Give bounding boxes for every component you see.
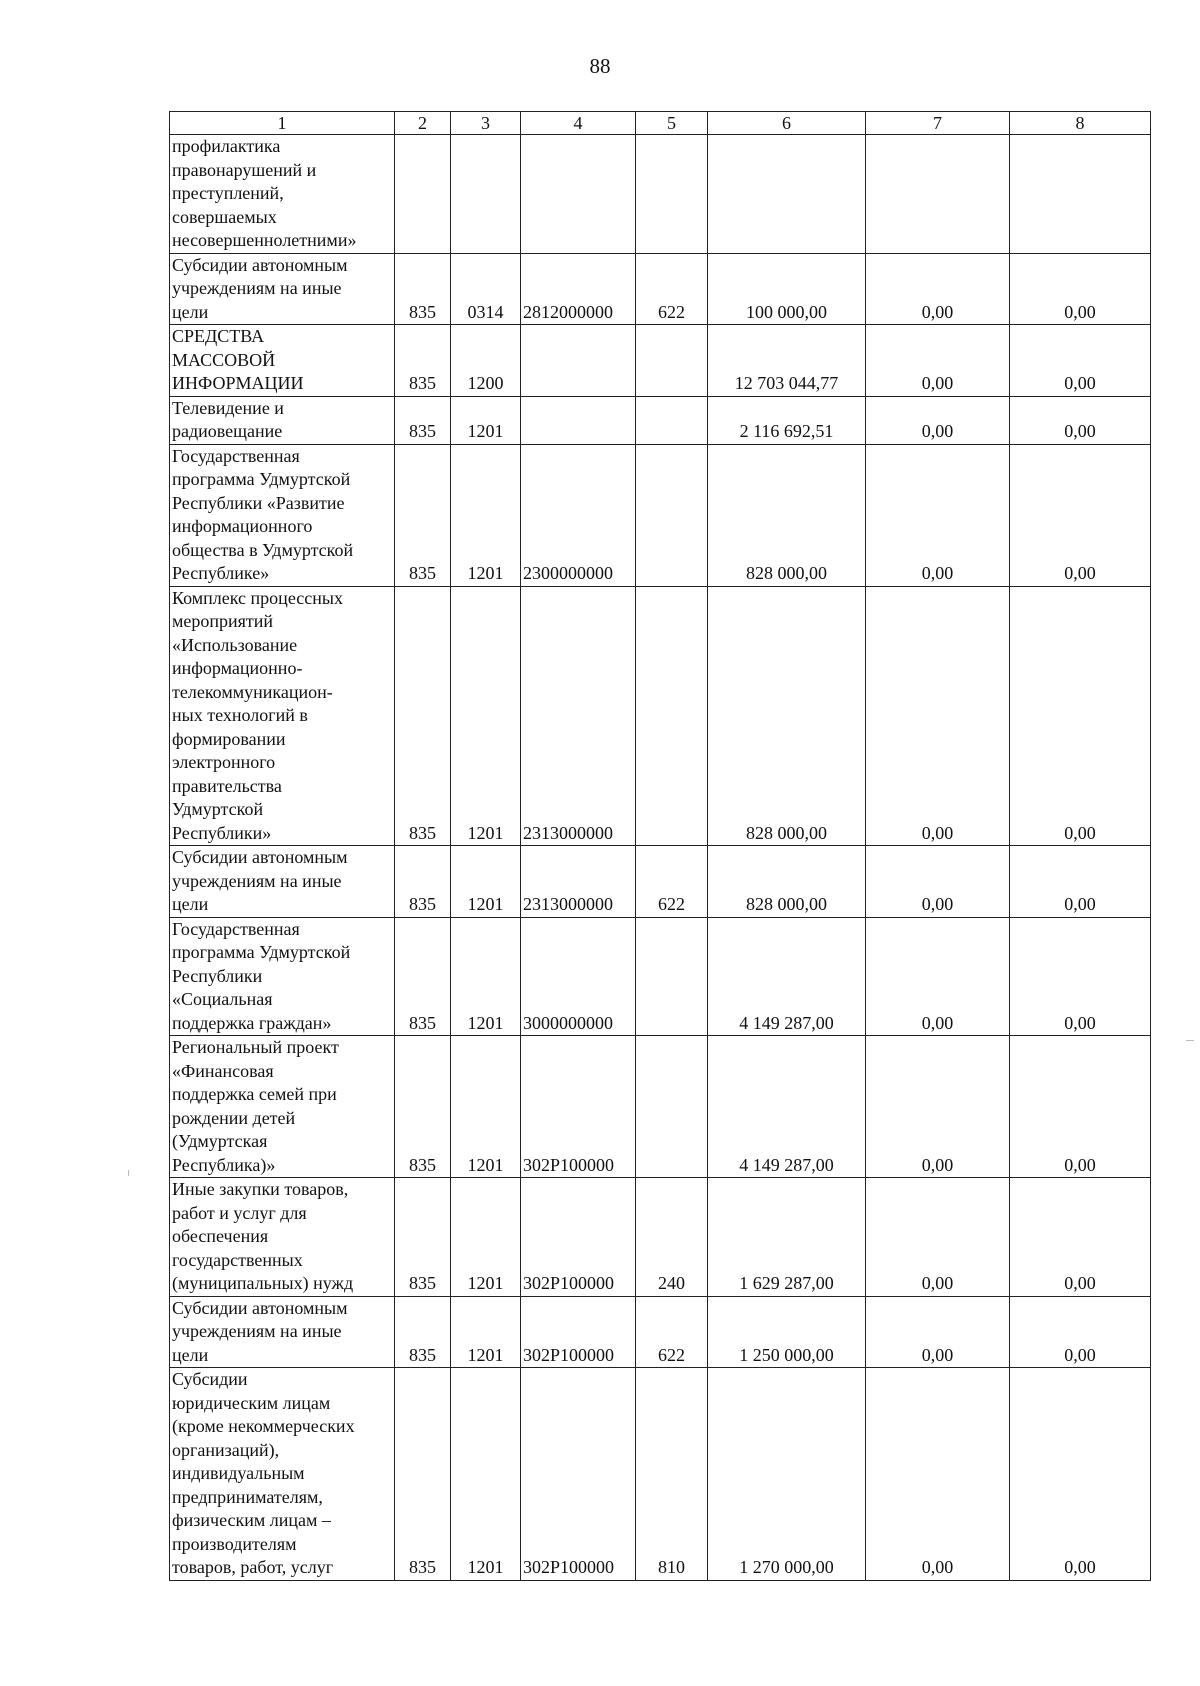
description-line: рождении детей (172, 1107, 296, 1128)
description-line: Субсидии автономным (172, 1297, 348, 1318)
cell-col-3: 1201 (451, 917, 521, 1036)
description-line: учреждениям на иные (172, 1321, 342, 1341)
description-line: «Социальная (172, 989, 273, 1009)
description-line: СРЕДСТВА (172, 326, 265, 346)
column-header-5: 5 (636, 112, 708, 135)
cell-col-6: 828 000,00 (708, 586, 866, 846)
cell-col-4: 2812000000 (521, 253, 636, 325)
row-description (170, 135, 395, 254)
page-number: 88 (589, 54, 611, 78)
description-line: государственных (172, 1249, 303, 1270)
column-header-6: 6 (708, 112, 866, 135)
cell-col-6: 1 270 000,00 (708, 1368, 866, 1581)
scan-mark (1186, 1040, 1194, 1041)
cell-col-2: 835 (395, 1178, 451, 1297)
cell-col-7 (866, 135, 1010, 254)
column-header-1: 1 (170, 112, 395, 135)
description-line: несовершеннолетними» (172, 230, 357, 250)
description-line: программа Удмуртской (172, 469, 351, 489)
cell-col-8: 0,00 (1010, 917, 1151, 1036)
table-row (170, 1296, 1151, 1368)
description-line: учреждениям на иные (172, 870, 342, 891)
row-description (170, 444, 395, 586)
cell-col-3: 1201 (451, 586, 521, 846)
row-description (170, 253, 395, 325)
description-line: поддержка семей при (172, 1084, 337, 1104)
row-description (170, 1368, 395, 1581)
cell-col-7: 0,00 (866, 396, 1010, 444)
description-line: цели (172, 301, 209, 322)
cell-col-3: 1200 (451, 325, 521, 397)
description-line: профилактика (172, 136, 281, 156)
description-line: общества в Удмуртской (172, 539, 354, 560)
description-line: (муниципальных) нужд (172, 1273, 354, 1293)
description-line: Региональный проект (172, 1037, 339, 1057)
description-line: (Удмуртская (172, 1131, 268, 1151)
cell-col-2: 835 (395, 1036, 451, 1178)
cell-col-2: 835 (395, 917, 451, 1036)
cell-col-7: 0,00 (866, 846, 1010, 918)
description-line: учреждениям на иные (172, 278, 342, 298)
cell-col-5 (636, 135, 708, 254)
cell-col-4: 2313000000 (521, 586, 636, 846)
table-row (170, 1178, 1151, 1297)
table-row (170, 396, 1151, 444)
cell-col-3: 1201 (451, 1368, 521, 1581)
description-line: Субсидии автономным (172, 847, 348, 867)
description-line: Республика)» (172, 1154, 276, 1175)
description-line: формировании (172, 728, 286, 749)
table-row (170, 1368, 1151, 1581)
column-header-2: 2 (395, 112, 451, 135)
cell-col-6: 1 250 000,00 (708, 1296, 866, 1368)
description-line: Государственная (172, 918, 300, 939)
cell-col-7: 0,00 (866, 917, 1010, 1036)
cell-col-7: 0,00 (866, 325, 1010, 397)
column-header-4: 4 (521, 112, 636, 135)
cell-col-5 (636, 586, 708, 846)
table-row (170, 586, 1151, 846)
column-header-8: 8 (1010, 112, 1151, 135)
description-line: Субсидии автономным (172, 254, 348, 275)
cell-col-5 (636, 917, 708, 1036)
row-description (170, 1296, 395, 1368)
cell-col-7: 0,00 (866, 1296, 1010, 1368)
description-line: программа Удмуртской (172, 942, 351, 962)
cell-col-8: 0,00 (1010, 1368, 1151, 1581)
cell-col-6: 12 703 044,77 (708, 325, 866, 397)
description-line: товаров, работ, услуг (172, 1557, 334, 1577)
cell-col-5: 810 (636, 1368, 708, 1581)
cell-col-6: 4 149 287,00 (708, 1036, 866, 1178)
cell-col-3: 1201 (451, 1036, 521, 1178)
row-description (170, 396, 395, 444)
description-line: Иные закупки товаров, (172, 1179, 349, 1199)
scan-mark (128, 1170, 129, 1176)
description-line: Республике» (172, 563, 270, 583)
table-row (170, 1036, 1151, 1178)
cell-col-8: 0,00 (1010, 586, 1151, 846)
cell-col-7: 0,00 (866, 586, 1010, 846)
cell-col-2: 835 (395, 1368, 451, 1581)
cell-col-4: 2300000000 (521, 444, 636, 586)
description-line: информационного (172, 516, 313, 536)
table-row (170, 253, 1151, 325)
cell-col-8: 0,00 (1010, 253, 1151, 325)
description-line: совершаемых (172, 206, 277, 227)
cell-col-5: 240 (636, 1178, 708, 1297)
cell-col-3: 1201 (451, 846, 521, 918)
cell-col-4 (521, 135, 636, 254)
description-line: производителям (172, 1533, 297, 1554)
description-line: МАССОВОЙ (172, 349, 276, 370)
description-line: юридическим лицам (172, 1392, 331, 1413)
description-line: электронного (172, 752, 276, 772)
cell-col-6: 4 149 287,00 (708, 917, 866, 1036)
cell-col-3: 0314 (451, 253, 521, 325)
cell-col-5 (636, 396, 708, 444)
description-line: информационно- (172, 658, 303, 678)
description-line: (кроме некоммерческих (172, 1416, 355, 1436)
cell-col-6: 2 116 692,51 (708, 396, 866, 444)
cell-col-2: 835 (395, 586, 451, 846)
cell-col-7: 0,00 (866, 444, 1010, 586)
cell-col-2 (395, 135, 451, 254)
description-line: радиовещание (172, 421, 283, 441)
cell-col-8: 0,00 (1010, 1036, 1151, 1178)
description-line: работ и услуг для (172, 1202, 307, 1223)
table-row (170, 325, 1151, 397)
description-line: ных технологий в (172, 705, 308, 725)
cell-col-4: 302P100000 (521, 1036, 636, 1178)
cell-col-5: 622 (636, 253, 708, 325)
table-row (170, 135, 1151, 254)
description-line: Телевидение и (172, 397, 284, 418)
cell-col-5: 622 (636, 846, 708, 918)
cell-col-7: 0,00 (866, 253, 1010, 325)
cell-col-7: 0,00 (866, 1036, 1010, 1178)
cell-col-4: 302P100000 (521, 1296, 636, 1368)
cell-col-5 (636, 1036, 708, 1178)
description-line: Республики (172, 965, 263, 986)
row-description (170, 1036, 395, 1178)
description-line: Государственная (172, 445, 300, 466)
description-line: предпринимателям, (172, 1486, 323, 1507)
cell-col-8: 0,00 (1010, 846, 1151, 918)
cell-col-4: 2313000000 (521, 846, 636, 918)
description-line: физическим лицам – (172, 1510, 331, 1530)
description-line: преступлений, (172, 183, 284, 203)
description-line: Республики «Развитие (172, 492, 345, 513)
column-header-7: 7 (866, 112, 1010, 135)
table-header-row (170, 112, 1151, 135)
description-line: телекоммуникацион- (172, 681, 333, 702)
description-line: цели (172, 1344, 209, 1365)
row-description (170, 1178, 395, 1297)
description-line: организаций), (172, 1439, 280, 1460)
cell-col-6: 1 629 287,00 (708, 1178, 866, 1297)
cell-col-7: 0,00 (866, 1178, 1010, 1297)
description-line: «Использование (172, 634, 298, 655)
description-line: ИНФОРМАЦИИ (172, 373, 304, 393)
budget-table (169, 111, 1151, 1581)
cell-col-4: 302P100000 (521, 1368, 636, 1581)
cell-col-6: 828 000,00 (708, 846, 866, 918)
description-line: Субсидии (172, 1369, 248, 1389)
description-line: индивидуальным (172, 1463, 305, 1483)
description-line: обеспечения (172, 1226, 269, 1246)
table-row (170, 917, 1151, 1036)
cell-col-3: 1201 (451, 396, 521, 444)
description-line: цели (172, 894, 209, 914)
row-description (170, 586, 395, 846)
cell-col-2: 835 (395, 396, 451, 444)
cell-col-4: 302P100000 (521, 1178, 636, 1297)
table-body (170, 135, 1151, 1581)
cell-col-2: 835 (395, 253, 451, 325)
description-line: правительства (172, 775, 282, 796)
cell-col-5: 622 (636, 1296, 708, 1368)
cell-col-6: 828 000,00 (708, 444, 866, 586)
cell-col-8: 0,00 (1010, 1296, 1151, 1368)
cell-col-3 (451, 135, 521, 254)
description-line: Республики» (172, 822, 272, 843)
cell-col-2: 835 (395, 846, 451, 918)
cell-col-8 (1010, 135, 1151, 254)
cell-col-3: 1201 (451, 1296, 521, 1368)
row-description (170, 846, 395, 918)
cell-col-6 (708, 135, 866, 254)
description-line: мероприятий (172, 611, 274, 631)
cell-col-8: 0,00 (1010, 396, 1151, 444)
cell-col-2: 835 (395, 325, 451, 397)
description-line: Удмуртской (172, 799, 264, 819)
cell-col-5 (636, 444, 708, 586)
description-line: Комплекс процессных (172, 587, 343, 608)
cell-col-2: 835 (395, 1296, 451, 1368)
cell-col-4: 3000000000 (521, 917, 636, 1036)
cell-col-8: 0,00 (1010, 1178, 1151, 1297)
cell-col-5 (636, 325, 708, 397)
cell-col-8: 0,00 (1010, 444, 1151, 586)
description-line: поддержка граждан» (172, 1012, 332, 1033)
cell-col-3: 1201 (451, 444, 521, 586)
cell-col-6: 100 000,00 (708, 253, 866, 325)
description-line: правонарушений и (172, 159, 317, 180)
cell-col-2: 835 (395, 444, 451, 586)
table-row (170, 846, 1151, 918)
row-description (170, 325, 395, 397)
row-description (170, 917, 395, 1036)
cell-col-3: 1201 (451, 1178, 521, 1297)
table-row (170, 444, 1151, 586)
description-line: «Финансовая (172, 1060, 274, 1081)
column-header-3: 3 (451, 112, 521, 135)
cell-col-4 (521, 396, 636, 444)
cell-col-4 (521, 325, 636, 397)
cell-col-7: 0,00 (866, 1368, 1010, 1581)
cell-col-8: 0,00 (1010, 325, 1151, 397)
